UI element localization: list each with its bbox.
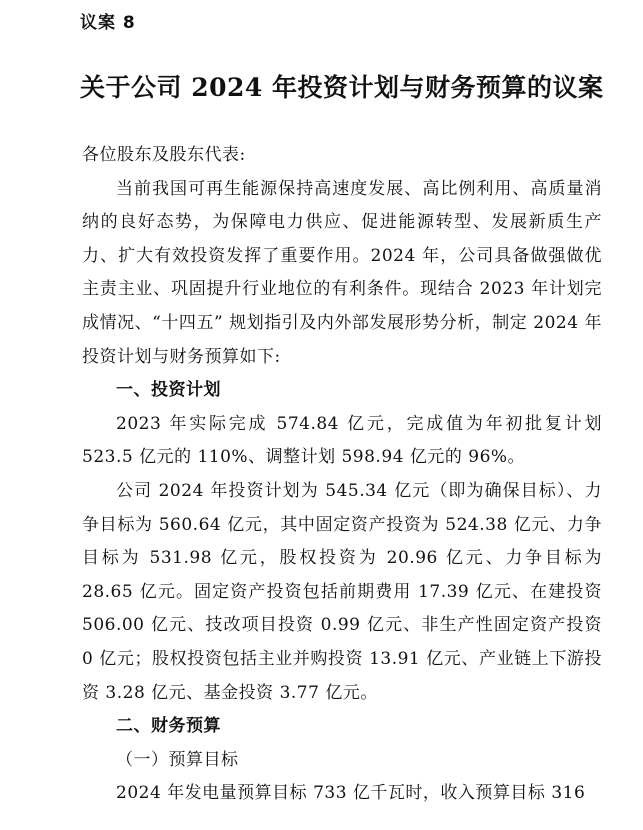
section-heading-investment-plan: 一、投资计划 xyxy=(116,380,221,401)
paragraph-budget-targets: 2024 年发电量预算目标 733 亿千瓦时，收入预算目标 316 xyxy=(116,783,586,804)
paragraph-2024-plan: 公司 2024 年投资计划为 545.34 亿元（即为确保目标）、力争目标为 560.64 亿元，其中固定资产投资为 524.38 亿元、力争目标为 531.98 亿元，股权投资为 20.96 亿元、力争目标为 28.65 亿元。固定资产投资包括前期费用 17.39 亿元、在建投资 506.00 亿元、技改项目投资 0.99 亿元、非生产性固定资产投资 0 亿元；股权投资包括主业并购投资 13.91 亿元、产业链上下游投资 3.28 亿元、基金投资 3.77 亿元。 xyxy=(82,480,602,703)
salutation: 各位股东及股东代表: xyxy=(82,145,246,165)
subsection-heading-budget-targets: （一）预算目标 xyxy=(116,749,239,770)
document-body xyxy=(82,139,602,811)
motion-number: 议案 8 xyxy=(80,13,136,33)
document-title: 关于公司 2024 年投资计划与财务预算的议案 xyxy=(80,73,604,102)
section-heading-financial-budget: 二、财务预算 xyxy=(116,716,221,737)
paragraph-2023-completion: 2023 年实际完成 574.84 亿元，完成值为年初批复计划 523.5 亿元的 110%、调整计划 598.94 亿元的 96%。 xyxy=(82,413,602,468)
paragraph-intro: 当前我国可再生能源保持高速度发展、高比例利用、高质量消纳的良好态势，为保障电力供应、促进能源转型、发展新质生产力、扩大有效投资发挥了重要作用。2024 年，公司具备做强做优主责主业、巩固提升行业地位的有利条件。现结合 2023 年计划完成情况、“十四五” 规划指引及内外部发展形势分析，制定 2024 年投资计划与财务预算如下: xyxy=(82,178,602,367)
